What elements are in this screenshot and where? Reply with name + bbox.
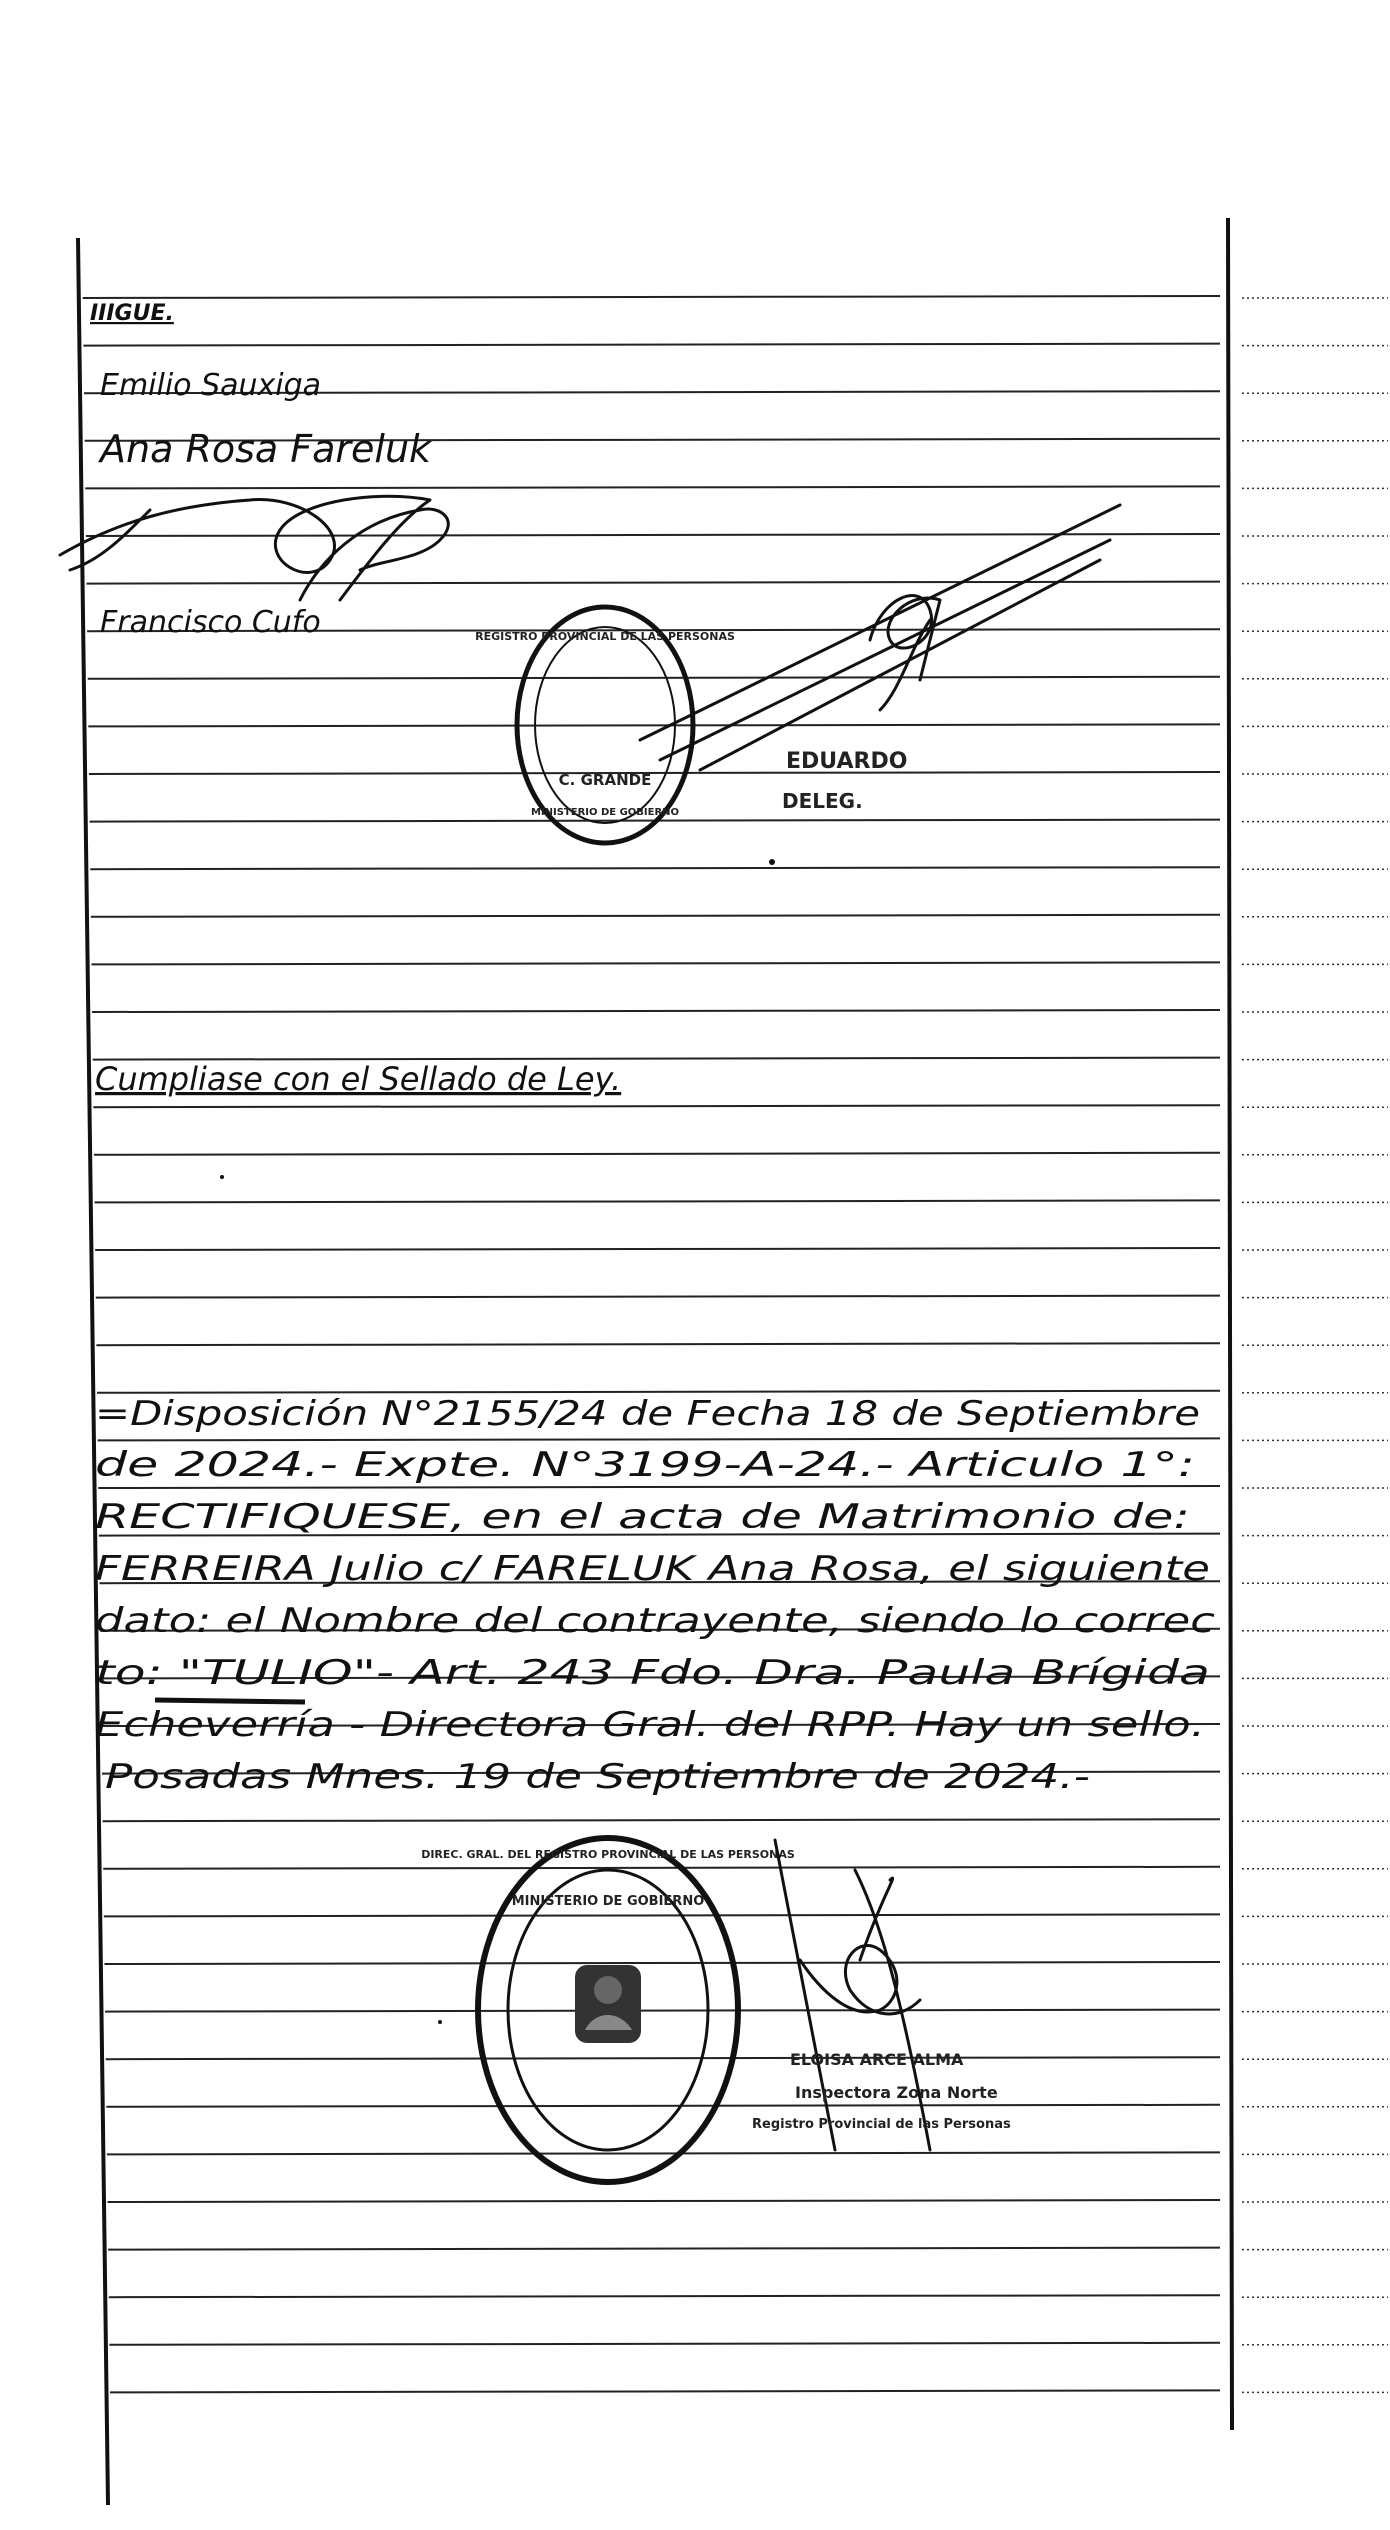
ruled-line [104,1962,1220,1964]
ruled-line [88,724,1220,726]
official-role-1: DELEG. [782,789,863,813]
disposition-line: RECTIFIQUESE, en el acta de Matrimonio de: [95,1497,1190,1537]
disposition-line: Echeverría - Directora Gral. del RPP. Hay un sello. [95,1705,1205,1745]
ruled-line [98,1486,1220,1488]
ruled-line [95,1200,1220,1202]
disposition-line: =Disposición N°2155/24 de Fecha 18 de Septiembre [95,1394,1200,1434]
disposition-line: de 2024.- Expte. N°3199-A-24.- Articulo 1°: [95,1445,1195,1485]
disposition-line: FERREIRA Julio c/ FARELUK Ana Rosa, el siguiente [95,1549,1210,1589]
stamp-1-bottom-text: MINISTERIO DE GOBIERNO [530,807,680,818]
ruled-line [94,1153,1220,1155]
signer-name-1: Emilio Sauxiga [100,368,322,403]
ruled-line [108,2200,1220,2202]
official-stamp-2 [421,1838,795,2182]
ruled-line [96,1343,1220,1345]
disposition-line: dato: el Nombre del contrayente, siendo lo correc [95,1601,1216,1641]
ruled-line [86,582,1220,584]
ruled-line [93,1105,1220,1107]
ruled-line [108,2248,1220,2250]
ruled-line [103,1819,1220,1821]
ruled-line [109,2295,1220,2297]
official-name-1: EDUARDO [786,749,908,774]
signer-name-3: Francisco Cufo [100,605,321,640]
header-mark: IIIGUE. [90,301,174,326]
ruled-line [104,1914,1220,1916]
ruled-line [106,2057,1220,2059]
ruled-line [98,1438,1220,1440]
ruled-line [106,2105,1220,2107]
ruled-line [89,772,1220,774]
disposition-line: to: "TULIO"- Art. 243 Fdo. Dra. Paula Brígida [95,1653,1210,1693]
ruled-line [85,486,1220,488]
stamp-2-inner-text: MINISTERIO DE GOBIERNO [511,1894,705,1909]
ruled-line [83,296,1220,298]
ruled-line [97,1391,1220,1393]
ruled-line [92,1010,1220,1012]
official-org-2: Registro Provincial de las Personas [752,2117,1011,2132]
stamp-1-inner-text: C. GRANDE [558,771,652,789]
sealing-note: Cumpliase con el Sellado de Ley. [95,1060,622,1098]
ruled-line [88,677,1220,679]
ruled-line [83,344,1220,346]
ruled-line [86,534,1220,536]
disposition-text [95,1394,1215,1797]
ruled-line [110,2390,1220,2392]
ruled-line [90,867,1220,869]
ruled-line [95,1248,1220,1250]
coat-of-arms-icon [575,1965,641,2043]
ruled-line [103,1867,1220,1869]
ruled-line [107,2152,1220,2154]
ruled-line [91,962,1220,964]
stamp-2-outer-text: DIREC. GRAL. DEL REGISTRO PROVINCIAL DE LAS PERSONAS [421,1848,795,1861]
ruled-line [109,2343,1220,2345]
stamp-1-top-text: REGISTRO PROVINCIAL DE LAS PERSONAS [475,630,735,643]
official-role-2: Inspectora Zona Norte [795,2083,998,2102]
ruled-line [96,1296,1220,1298]
ruled-line [91,915,1220,917]
signature-scribble-3 [775,1840,930,2150]
margin-dotted-lines [1242,298,1388,2392]
disposition-line: Posadas Mnes. 19 de Septiembre de 2024.- [105,1757,1090,1797]
signer-name-2: Ana Rosa Fareluk [100,427,432,471]
official-name-2: ELOISA ARCE ALMA [790,2050,964,2069]
ruled-line [105,2010,1220,2012]
